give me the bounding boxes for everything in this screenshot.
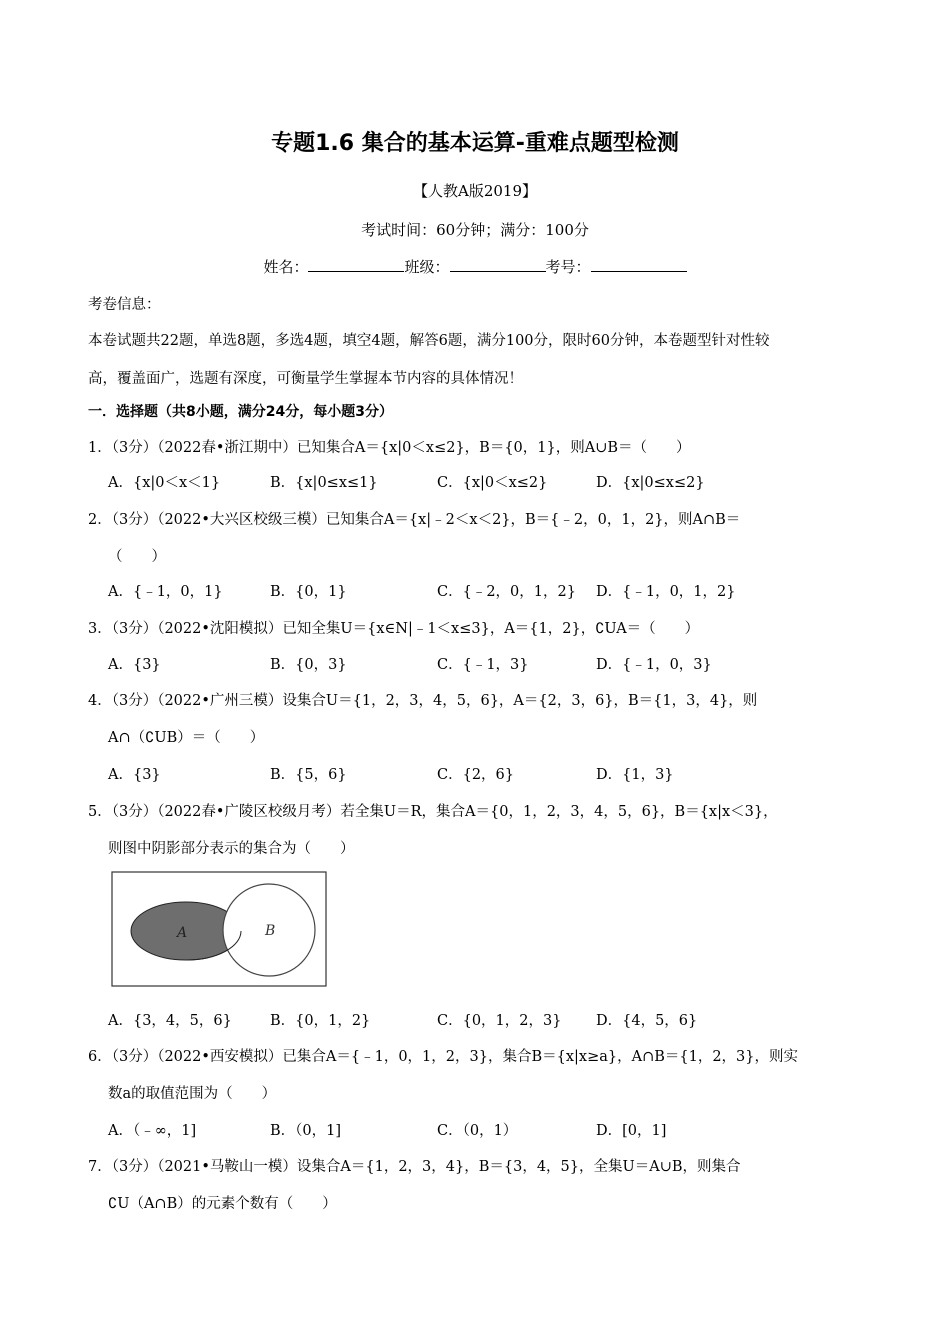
q3-option-a[interactable]: A．{3}	[108, 657, 161, 673]
question-3: 3．（3分）（2022•沈阳模拟）已知全集U＝{x∈N|﹣1＜x≤3}，A＝{1，2}，∁UA＝（ ）	[88, 621, 700, 637]
name-label: 姓名：	[263, 258, 309, 276]
question-7: 7．（3分）（2021•马鞍山一模）设集合A＝{1，2，3，4}，B＝{3，4，5}，全集U＝A∪B，则集合	[88, 1159, 741, 1175]
q2-option-a[interactable]: A．{﹣1，0，1}	[108, 584, 223, 600]
q1-option-c[interactable]: C．{x|0＜x≤2}	[437, 475, 548, 491]
q5-option-a[interactable]: A．{3，4，5，6}	[108, 1013, 232, 1029]
student-info-row	[0, 256, 950, 277]
q4-option-a[interactable]: A．{3}	[108, 767, 161, 783]
exam-no-blank[interactable]	[591, 257, 687, 272]
question-5: 5．（3分）（2022春•广陵区校级月考）若全集U＝R，集合A＝{0，1，2，3，4，5，6}，B＝{x|x＜3}，	[88, 804, 778, 820]
info-heading: 考卷信息：	[88, 297, 161, 313]
question-4: 4．（3分）（2022•广州三模）设集合U＝{1，2，3，4，5，6}，A＝{2，3，6}，B＝{1，3，4}，则	[88, 693, 758, 709]
q5-option-b[interactable]: B．{0，1，2}	[270, 1013, 371, 1029]
question-4-cont: A∩（∁UB）＝（ ）	[108, 730, 265, 746]
question-2-cont: （ ）	[108, 549, 166, 565]
question-1: 1．（3分）（2022春•浙江期中）已知集合A＝{x|0＜x≤2}，B＝{0，1}，则A∪B＝（ ）	[88, 440, 691, 456]
page-title: 专题1.6 集合的基本运算-重难点题型检测	[271, 131, 679, 156]
q3-option-d[interactable]: D．{﹣1，0，3}	[596, 657, 712, 673]
info-line-2: 高，覆盖面广，选题有深度，可衡量学生掌握本节内容的具体情况！	[88, 371, 523, 387]
q6-option-a[interactable]: A．（﹣∞，1]	[108, 1123, 197, 1139]
q2-option-b[interactable]: B．{0，1}	[270, 584, 347, 600]
info-line-1: 本卷试题共22题，单选8题，多选4题，填空4题，解答6题，满分100分，限时60分钟，本卷题型针对性较	[88, 333, 770, 349]
q2-option-d[interactable]: D．{﹣1，0，1，2}	[596, 584, 736, 600]
question-2: 2．（3分）（2022•大兴区校级三模）已知集合A＝{x|﹣2＜x＜2}，B＝{﹣2，0，1，2}，则A∩B＝	[88, 512, 741, 528]
q4-option-b[interactable]: B．{5，6}	[270, 767, 347, 783]
q6-option-b[interactable]: B．（0，1]	[270, 1123, 342, 1139]
class-blank[interactable]	[450, 257, 546, 272]
q6-option-c[interactable]: C．（0，1）	[437, 1123, 518, 1139]
name-blank[interactable]	[308, 257, 404, 272]
venn-label-a: A	[177, 925, 188, 941]
q2-option-c[interactable]: C．{﹣2，0，1，2}	[437, 584, 576, 600]
q5-option-c[interactable]: C．{0，1，2，3}	[437, 1013, 562, 1029]
q3-option-c[interactable]: C．{﹣1，3}	[437, 657, 529, 673]
question-5-cont: 则图中阴影部分表示的集合为（ ）	[108, 841, 355, 857]
q4-option-d[interactable]: D．{1，3}	[596, 767, 674, 783]
q5-option-d[interactable]: D．{4，5，6}	[596, 1013, 698, 1029]
exam-time: 考试时间：60分钟；满分：100分	[361, 221, 589, 239]
q1-option-a[interactable]: A．{x|0＜x＜1}	[108, 475, 221, 491]
venn-label-b: B	[265, 923, 276, 939]
exam-no-label: 考号：	[545, 258, 591, 276]
edition-label: 【人教A版2019】	[412, 182, 537, 200]
venn-diagram	[111, 871, 329, 989]
question-6-cont: 数a的取值范围为（ ）	[108, 1086, 277, 1102]
q1-option-b[interactable]: B．{x|0≤x≤1}	[270, 475, 378, 491]
q3-option-b[interactable]: B．{0，3}	[270, 657, 347, 673]
q6-option-d[interactable]: D．[0，1]	[596, 1123, 667, 1139]
q1-option-d[interactable]: D．{x|0≤x≤2}	[596, 475, 705, 491]
q4-option-c[interactable]: C．{2，6}	[437, 767, 514, 783]
question-6: 6．（3分）（2022•西安模拟）已集合A＝{﹣1，0，1，2，3}，集合B＝{x|x≥a}，A∩B＝{1，2，3}，则实	[88, 1049, 798, 1065]
section-heading: 一．选择题（共8小题，满分24分，每小题3分）	[88, 404, 393, 420]
question-7-cont: ∁U（A∩B）的元素个数有（ ）	[108, 1196, 337, 1212]
class-label: 班级：	[404, 258, 450, 276]
